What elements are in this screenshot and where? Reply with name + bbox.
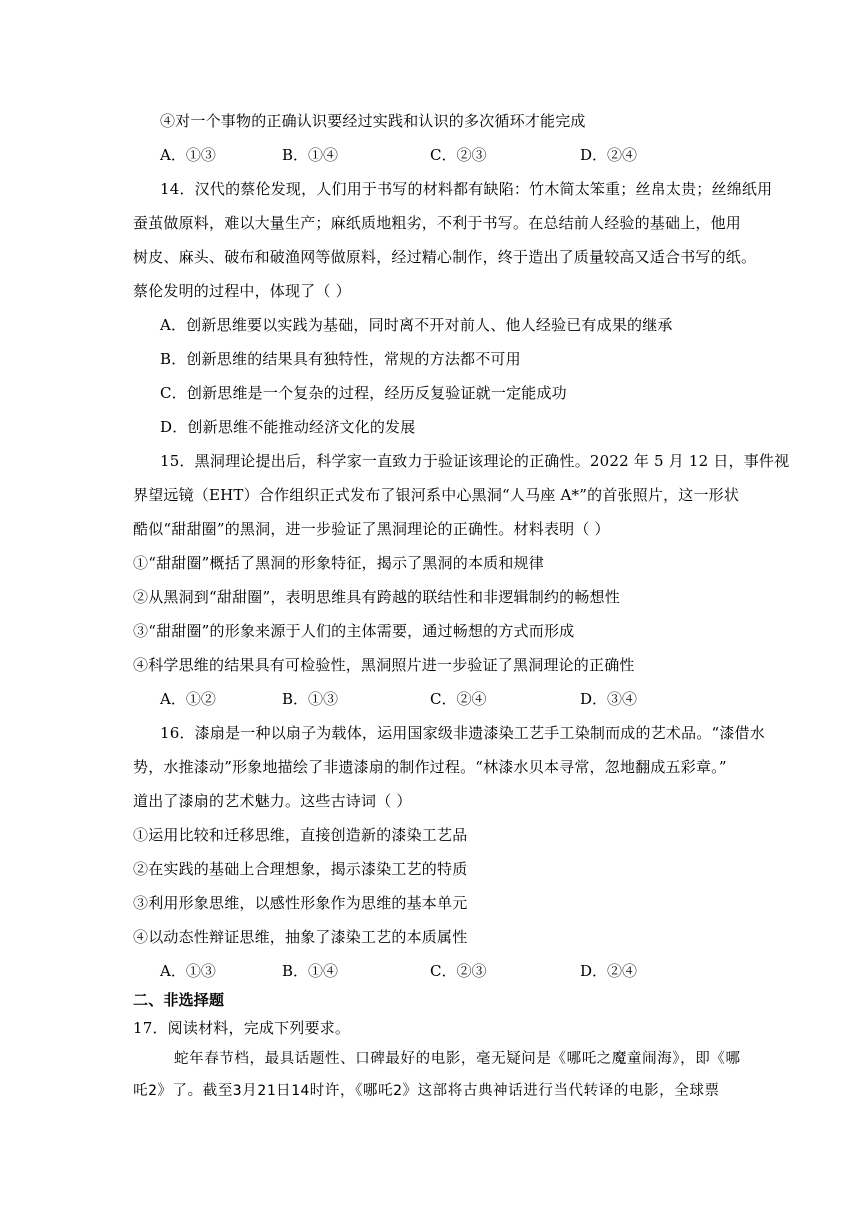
q16-option-d[interactable]: D．②④ <box>580 962 638 980</box>
q14-stem-line: 14．汉代的蔡伦发现，人们用于书写的材料都有缺陷：竹木简太笨重；丝帛太贵；丝绵纸用 <box>160 180 773 198</box>
q15-stem-line: 15．黑洞理论提出后，科学家一直致力于验证该理论的正确性。2022 年 5 月 12 日，事件视 <box>160 452 790 470</box>
q16-statement-4: ④以动态性辩证思维，抽象了漆染工艺的本质属性 <box>133 928 468 946</box>
q13-option-d[interactable]: D．②④ <box>580 146 638 164</box>
q17-stem: 17．阅读材料，完成下列要求。 <box>133 1019 351 1037</box>
q15-statement-1: ①“甜甜圈”概括了黑洞的形象特征，揭示了黑洞的本质和规律 <box>133 554 544 572</box>
q15-stem-line: 酷似“甜甜圈”的黑洞，进一步验证了黑洞理论的正确性。材料表明（ ） <box>133 520 610 538</box>
section-heading: 二、非选择题 <box>133 991 225 1009</box>
q15-statement-3: ③“甜甜圈”的形象来源于人们的主体需要，通过畅想的方式而形成 <box>133 622 575 640</box>
q13-option-b[interactable]: B．①④ <box>282 146 339 164</box>
q16-statement-2: ②在实践的基础上合理想象，揭示漆染工艺的特质 <box>133 860 468 878</box>
q16-stem-line: 势，水推漆动”形象地描绘了非遗漆扇的制作过程。“林漆水贝本寻常，忽地翻成五彩章。” <box>133 758 727 776</box>
q16-option-b[interactable]: B．①④ <box>282 962 339 980</box>
q16-statement-3: ③利用形象思维，以感性形象作为思维的基本单元 <box>133 894 468 912</box>
q15-option-a[interactable]: A．①② <box>160 690 216 708</box>
q16-stem-line: 16．漆扇是一种以扇子为载体，运用国家级非遗漆染工艺手工染制而成的艺术品。“漆借水 <box>160 724 765 742</box>
q17-material-line: 蛇年春节档，最具话题性、口碑最好的电影，毫无疑问是《哪吒之魔童闹海》，即《哪 <box>174 1051 741 1067</box>
q15-option-c[interactable]: C．②④ <box>430 690 487 708</box>
q15-stem-line: 界望远镜（EHT）合作组织正式发布了银河系中心黑洞“人马座 A*”的首张照片，这一形状 <box>133 486 740 504</box>
q15-statement-4: ④科学思维的结果具有可检验性，黑洞照片进一步验证了黑洞理论的正确性 <box>133 656 635 674</box>
q16-option-a[interactable]: A．①③ <box>160 962 216 980</box>
q14-stem-line: 蚕茧做原料，难以大量生产；麻纸质地粗劣，不利于书写。在总结前人经验的基础上，他用 <box>133 214 742 232</box>
q15-option-d[interactable]: D．③④ <box>580 690 638 708</box>
q14-stem-line: 蔡伦发明的过程中，体现了（ ） <box>133 282 351 300</box>
q14-choice-d[interactable]: D．创新思维不能推动经济文化的发展 <box>160 418 416 436</box>
q14-choice-b[interactable]: B．创新思维的结果具有独特性，常规的方法都不可用 <box>160 350 521 368</box>
q16-options <box>0 960 860 982</box>
q16-statement-1: ①运用比较和迁移思维，直接创造新的漆染工艺品 <box>133 826 468 844</box>
q13-option-c[interactable]: C．②③ <box>430 146 487 164</box>
q15-option-b[interactable]: B．①③ <box>282 690 339 708</box>
q13-statement-4: ④对一个事物的正确认识要经过实践和认识的多次循环才能完成 <box>160 112 586 130</box>
q14-choice-c[interactable]: C．创新思维是一个复杂的过程，经历反复验证就一定能成功 <box>160 384 567 402</box>
q14-stem-line: 树皮、麻头、破布和破渔网等做原料，经过精心制作，终于造出了质量较高又适合书写的纸。 <box>133 248 757 266</box>
q17-material-line: 吒2》了。截至3月21日14时许，《哪吒2》这部将古典神话进行当代转译的电影，全球票 <box>133 1083 720 1099</box>
q14-choice-a[interactable]: A．创新思维要以实践为基础，同时离不开对前人、他人经验已有成果的继承 <box>160 316 673 334</box>
q15-statement-2: ②从黑洞到“甜甜圈”，表明思维具有跨越的联结性和非逻辑制约的畅想性 <box>133 588 620 606</box>
q16-option-c[interactable]: C．②③ <box>430 962 487 980</box>
q15-options <box>0 688 860 710</box>
q16-stem-line: 道出了漆扇的艺术魅力。这些古诗词（ ） <box>133 792 412 810</box>
q13-options <box>0 144 860 166</box>
q13-option-a[interactable]: A．①③ <box>160 146 216 164</box>
